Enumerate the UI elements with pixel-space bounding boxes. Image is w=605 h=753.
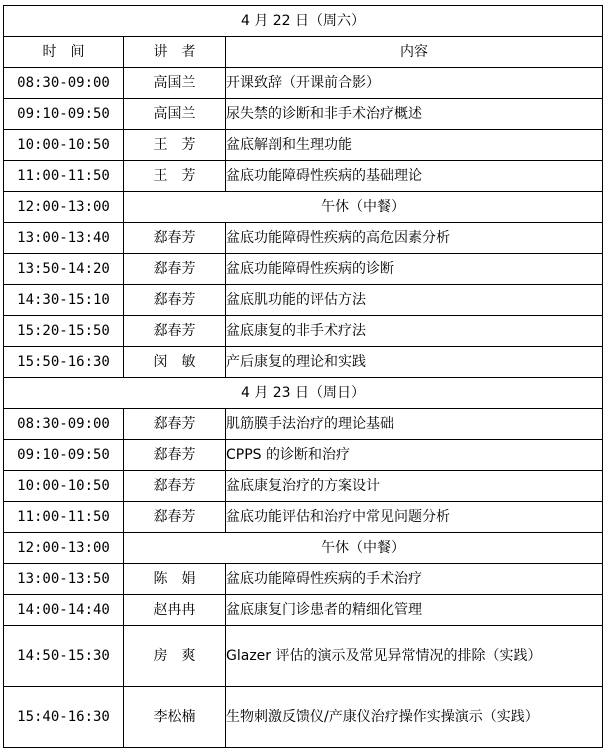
session-row (4, 502, 603, 533)
session-row (4, 161, 603, 192)
session-row (4, 130, 603, 161)
session-topic: 肌筋膜手法治疗的理论基础 (226, 409, 603, 440)
session-time: 11:00-11:50 (4, 161, 124, 192)
day-title: 4 月 22 日（周六） (4, 6, 603, 37)
session-speaker: 李松楠 (124, 687, 226, 748)
session-time: 13:00-13:40 (4, 223, 124, 254)
session-topic: CPPS 的诊断和治疗 (226, 440, 603, 471)
session-row (4, 347, 603, 378)
session-topic: 盆底功能障碍性疾病的诊断 (226, 254, 603, 285)
session-topic: 盆底解剖和生理功能 (226, 130, 603, 161)
break-row (4, 533, 603, 564)
session-speaker: 房 爽 (124, 626, 226, 687)
session-topic: 生物刺激反馈仪/产康仪治疗操作实操演示（实践） (226, 687, 603, 748)
session-topic: 盆底肌功能的评估方法 (226, 285, 603, 316)
session-topic: 产后康复的理论和实践 (226, 347, 603, 378)
session-speaker: 闵 敏 (124, 347, 226, 378)
header-row (4, 37, 603, 68)
session-row (4, 285, 603, 316)
session-time: 09:10-09:50 (4, 99, 124, 130)
session-speaker: 高国兰 (124, 68, 226, 99)
session-row (4, 687, 603, 748)
session-speaker: 郄春芳 (124, 471, 226, 502)
session-time: 15:20-15:50 (4, 316, 124, 347)
session-speaker: 郄春芳 (124, 285, 226, 316)
session-topic: 盆底康复的非手术疗法 (226, 316, 603, 347)
session-topic: 盆底功能障碍性疾病的高危因素分析 (226, 223, 603, 254)
session-row (4, 440, 603, 471)
session-time: 14:00-14:40 (4, 595, 124, 626)
header-time: 时 间 (4, 37, 124, 68)
session-time: 08:30-09:00 (4, 68, 124, 99)
header-content: 内容 (226, 37, 603, 68)
break-label: 午休（中餐） (124, 192, 603, 223)
session-topic: 盆底功能障碍性疾病的手术治疗 (226, 564, 603, 595)
session-row (4, 564, 603, 595)
session-speaker: 赵冉冉 (124, 595, 226, 626)
session-topic: 盆底功能障碍性疾病的基础理论 (226, 161, 603, 192)
session-speaker: 王 芳 (124, 130, 226, 161)
session-time: 15:50-16:30 (4, 347, 124, 378)
break-row (4, 192, 603, 223)
header-speaker: 讲 者 (124, 37, 226, 68)
session-row (4, 68, 603, 99)
session-time: 10:00-10:50 (4, 130, 124, 161)
session-time: 12:00-13:00 (4, 533, 124, 564)
session-topic: Glazer 评估的演示及常见异常情况的排除（实践） (226, 626, 603, 687)
session-time: 08:30-09:00 (4, 409, 124, 440)
session-row (4, 99, 603, 130)
session-time: 12:00-13:00 (4, 192, 124, 223)
session-speaker: 陈 娟 (124, 564, 226, 595)
schedule-body (4, 6, 603, 748)
break-label: 午休（中餐） (124, 533, 603, 564)
session-row (4, 316, 603, 347)
session-time: 15:40-16:30 (4, 687, 124, 748)
session-row (4, 595, 603, 626)
session-topic: 盆底康复治疗的方案设计 (226, 471, 603, 502)
session-topic: 盆底功能评估和治疗中常见问题分析 (226, 502, 603, 533)
day-title-row (4, 378, 603, 409)
session-topic: 尿失禁的诊断和非手术治疗概述 (226, 99, 603, 130)
session-speaker: 郄春芳 (124, 223, 226, 254)
session-time: 09:10-09:50 (4, 440, 124, 471)
session-time: 14:50-15:30 (4, 626, 124, 687)
session-topic: 开课致辞（开课前合影） (226, 68, 603, 99)
session-time: 13:50-14:20 (4, 254, 124, 285)
session-time: 14:30-15:10 (4, 285, 124, 316)
session-speaker: 郄春芳 (124, 316, 226, 347)
session-speaker: 高国兰 (124, 99, 226, 130)
session-topic: 盆底康复门诊患者的精细化管理 (226, 595, 603, 626)
session-time: 11:00-11:50 (4, 502, 124, 533)
session-speaker: 郄春芳 (124, 502, 226, 533)
session-speaker: 郄春芳 (124, 254, 226, 285)
session-row (4, 223, 603, 254)
session-row (4, 626, 603, 687)
session-speaker: 王 芳 (124, 161, 226, 192)
session-time: 10:00-10:50 (4, 471, 124, 502)
day-title: 4 月 23 日（周日） (4, 378, 603, 409)
session-speaker: 郄春芳 (124, 409, 226, 440)
session-speaker: 郄春芳 (124, 440, 226, 471)
session-row (4, 254, 603, 285)
session-time: 13:00-13:50 (4, 564, 124, 595)
session-row (4, 471, 603, 502)
schedule-table (3, 5, 603, 748)
session-row (4, 409, 603, 440)
day-title-row (4, 6, 603, 37)
